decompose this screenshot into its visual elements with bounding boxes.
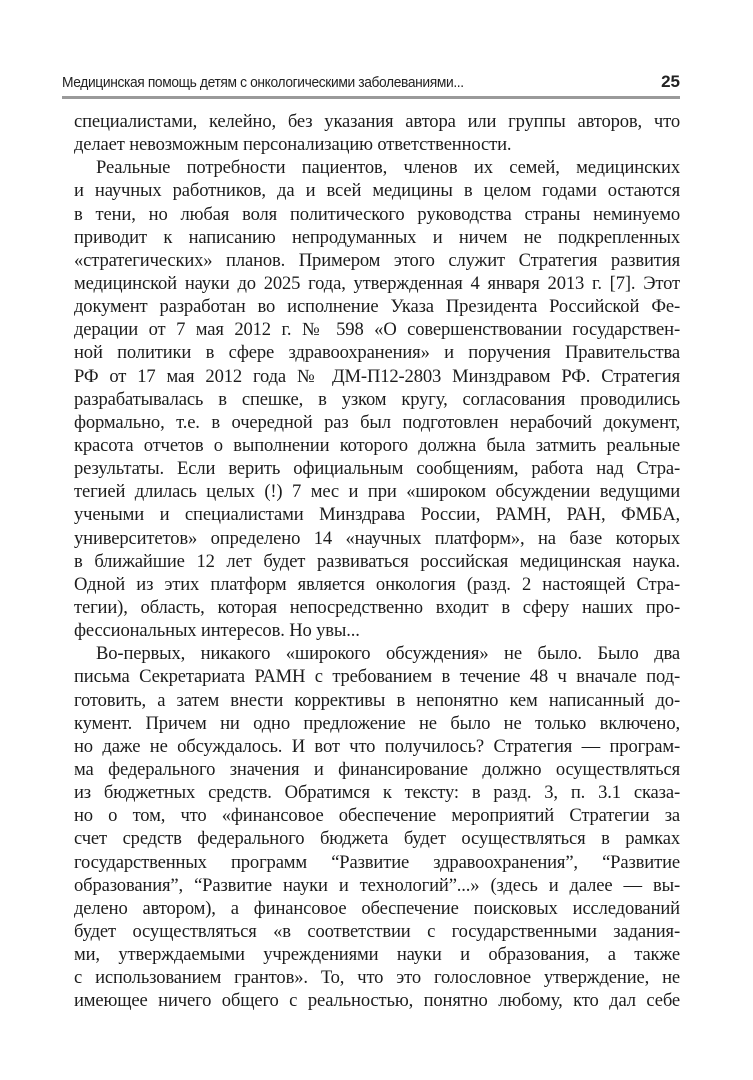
text-line: документ разработан во исполнение Указа Президента Российской Фе- (74, 296, 680, 318)
text-line: Реальные потребности пациентов, членов их семей, медицинских (96, 157, 680, 179)
text-line: будет осуществляться «в соответствии с государственными задания- (74, 920, 680, 942)
text-line: красота отчетов о выполнении которого должна была затмить реальные (74, 434, 680, 456)
text-line: готовить, а затем внести коррективы в непонятно кем написанный до- (74, 689, 680, 711)
text-line: но даже не обсуждалось. И вот что получилось? Стратегия — програм- (74, 735, 680, 757)
text-line: ма федерального значения и финансирование должно осуществляться (74, 758, 680, 780)
text-line: ной политики в сфере здравоохранения» и поручения Правительства (74, 342, 680, 364)
text-line: и научных работников, да и всей медицины в целом годами остаются (74, 180, 680, 202)
text-line: разрабатывалась в спешке, в узком кругу, согласования проводились (74, 388, 680, 410)
text-line: Во-первых, никакого «широкого обсуждения» не было. Было два (96, 643, 680, 665)
text-line: делает невозможным персонализацию ответственности. (74, 134, 512, 156)
text-line: в тени, но любая воля политического руководства страны неминуемо (74, 203, 680, 225)
text-line: «стратегических» планов. Примером этого служит Стратегия развития (74, 249, 680, 271)
text-line: учеными и специалистами Минздрава России, РАМН, РАН, ФМБА, (74, 504, 680, 526)
text-line: медицинской науки до 2025 года, утвержденная 4 января 2013 г. [7]. Этот (74, 272, 680, 294)
text-line: делено автором), а финансовое обеспечение поисковых исследований (74, 897, 680, 919)
text-line: в ближайшие 12 лет будет развиваться российская медицинская наука. (74, 550, 680, 572)
paragraph (74, 110, 680, 156)
text-line: образования”, “Развитие науки и технологий”...» (здесь и далее — вы- (74, 874, 680, 896)
paragraph (74, 156, 680, 642)
text-line: специалистами, келейно, без указания автора или группы авторов, что (74, 111, 680, 132)
text-line: из бюджетных средств. Обратимся к тексту: в разд. 3, п. 3.1 сказа- (74, 782, 680, 804)
body-text (74, 110, 680, 1012)
header-rule (62, 96, 680, 99)
text-line: кумент. Причем ни одно предложение не было не только включено, (74, 712, 680, 734)
text-line: РФ от 17 мая 2012 года № ДМ-П12-2803 Минздравом РФ. Стратегия (74, 365, 680, 387)
text-line: Одной из этих платформ является онкология (разд. 2 настоящей Стра- (74, 573, 680, 595)
text-line: фессиональных интересов. Но увы... (74, 620, 360, 642)
text-line: с использованием грантов». То, что это голословное утверждение, не (74, 967, 680, 989)
text-line: результаты. Если верить официальным сообщениям, работа над Стра- (74, 458, 680, 480)
running-header-title: Медицинская помощь детям с онкологическими заболеваниями... (62, 74, 464, 91)
text-line: тегией длилась целых (!) 7 мес и при «широком обсуждении ведущими (74, 481, 680, 503)
text-line: но о том, что «финансовое обеспечение мероприятий Стратегии за (74, 805, 680, 827)
paragraph (74, 642, 680, 1012)
text-line: имеющее ничего общего с реальностью, понятно любому, кто дал себе (74, 990, 680, 1012)
text-line: университетов» определено 14 «научных платформ», на базе которых (74, 527, 680, 549)
text-line: счет средств федерального бюджета будет осуществляться в рамках (74, 828, 680, 850)
running-header (62, 72, 680, 94)
text-line: приводит к написанию непродуманных и ничем не подкрепленных (74, 226, 680, 248)
text-line: письма Секретариата РАМН с требованием в течение 48 ч вначале под- (74, 666, 680, 688)
text-line: тегии), область, которая непосредственно входит в сферу наших про- (74, 596, 680, 618)
text-line: формально, т.е. в очередной раз был подготовлен нерабочий документ, (74, 411, 680, 433)
text-line: государственных программ “Развитие здравоохранения”, “Развитие (74, 851, 680, 873)
text-line: ми, утверждаемыми учреждениями науки и образования, а также (74, 944, 680, 966)
text-line: дерации от 7 мая 2012 г. № 598 «О совершенствовании государствен- (74, 319, 680, 341)
page-number: 25 (661, 72, 680, 91)
